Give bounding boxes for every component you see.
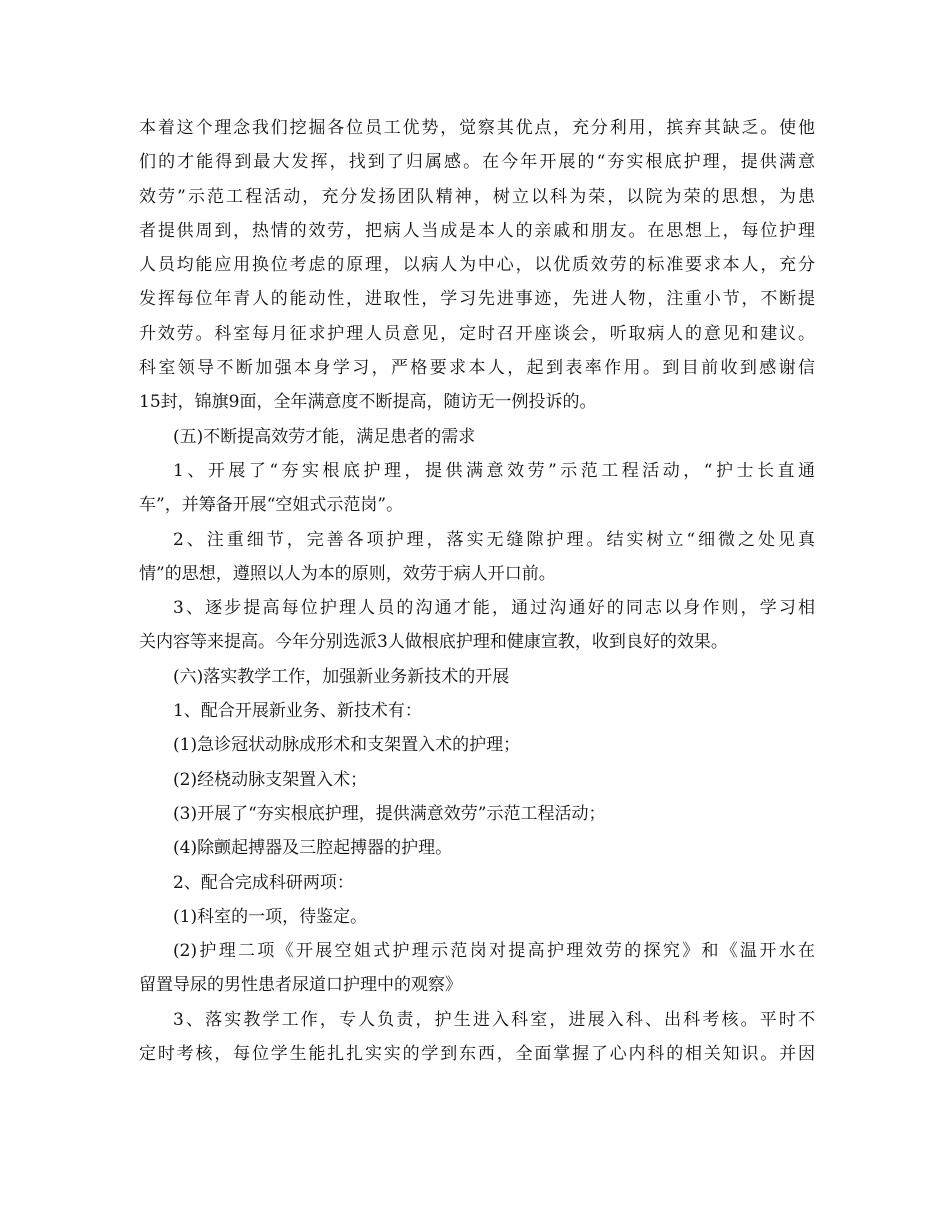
text-line-8: 科室领导不断加强本身学习，严格要求本人，起到表率作用。到目前收到感谢信 xyxy=(139,358,815,379)
list-item-2-2: (2)护理二项《开展空姐式护理示范岗对提高护理效劳的探究》和《温开水在 xyxy=(173,941,815,962)
text-line-11: 1、开展了“夯实根底护理，提供满意效劳”示范工程活动，“护士长直通 xyxy=(173,460,815,481)
list-heading-1: 1、配合开展新业务、新技术有： xyxy=(173,701,422,722)
text-line-5: 人员均能应用换位考虑的原理，以病人为中心，以优质效劳的标准要求本人，充分 xyxy=(139,255,815,276)
list-item-1-4: (4)除颤起搏器及三腔起搏器的护理。 xyxy=(173,838,453,859)
text-line-14: 情”的思想，遵照以人为本的原则，效劳于病人开口前。 xyxy=(139,563,556,584)
section-heading-5: (五)不断提高效劳才能，满足患者的需求 xyxy=(173,426,476,447)
list-item-1-2: (2)经桡动脉支架置入术； xyxy=(173,769,368,790)
document-body xyxy=(139,111,815,1071)
text-line-15: 3、逐步提高每位护理人员的沟通才能，通过沟通好的同志以身作则，学习相 xyxy=(173,598,815,619)
text-line-16: 关内容等来提高。今年分别选派3人做根底护理和健康宣教，收到良好的效果。 xyxy=(139,632,728,653)
list-item-1-3: (3)开展了“夯实根底护理，提供满意效劳”示范工程活动； xyxy=(173,803,606,824)
text-line-12: 车”，并筹备开展“空姐式示范岗”。 xyxy=(139,495,404,516)
text-line-26: 留置导尿的男性患者尿道口护理中的观察》 xyxy=(139,975,462,996)
text-line-28: 定时考核，每位学生能扎扎实实的学到东西，全面掌握了心内科的相关知识。并因 xyxy=(139,1044,815,1065)
text-line-9: 15封，锦旗9面，全年满意度不断提高，随访无一例投诉的。 xyxy=(139,392,597,413)
text-line-27: 3、落实教学工作，专人负责，护生进入科室，进展入科、出科考核。平时不 xyxy=(173,1009,815,1030)
text-line-7: 升效劳。科室每月征求护理人员意见，定时召开座谈会，听取病人的意见和建议。 xyxy=(139,323,815,344)
text-line-1: 本着这个理念我们挖掘各位员工优势，觉察其优点，充分利用，摈弃其缺乏。使他 xyxy=(139,118,815,138)
text-line-2: 们的才能得到最大发挥，找到了归属感。在今年开展的“夯实根底护理，提供满意 xyxy=(139,152,815,173)
list-item-1-1: (1)急诊冠状动脉成形术和支架置入术的护理； xyxy=(173,735,521,756)
text-line-6: 发挥每位年青人的能动性，进取性，学习先进事迹，先进人物，注重小节，不断提 xyxy=(139,289,815,310)
text-line-13: 2、注重细节，完善各项护理，落实无缝隙护理。结实树立“细微之处见真 xyxy=(173,529,815,550)
list-item-2-1: (1)科室的一项，待鉴定。 xyxy=(173,906,368,927)
text-line-4: 者提供周到，热情的效劳，把病人当成是本人的亲戚和朋友。在思想上，每位护理 xyxy=(139,220,815,241)
text-line-3: 效劳”示范工程活动，充分发扬团队精神，树立以科为荣，以院为荣的思想，为患 xyxy=(139,186,815,207)
list-heading-2: 2、配合完成科研两项： xyxy=(173,872,354,893)
section-heading-6: (六)落实教学工作，加强新业务新技术的开展 xyxy=(173,666,510,687)
